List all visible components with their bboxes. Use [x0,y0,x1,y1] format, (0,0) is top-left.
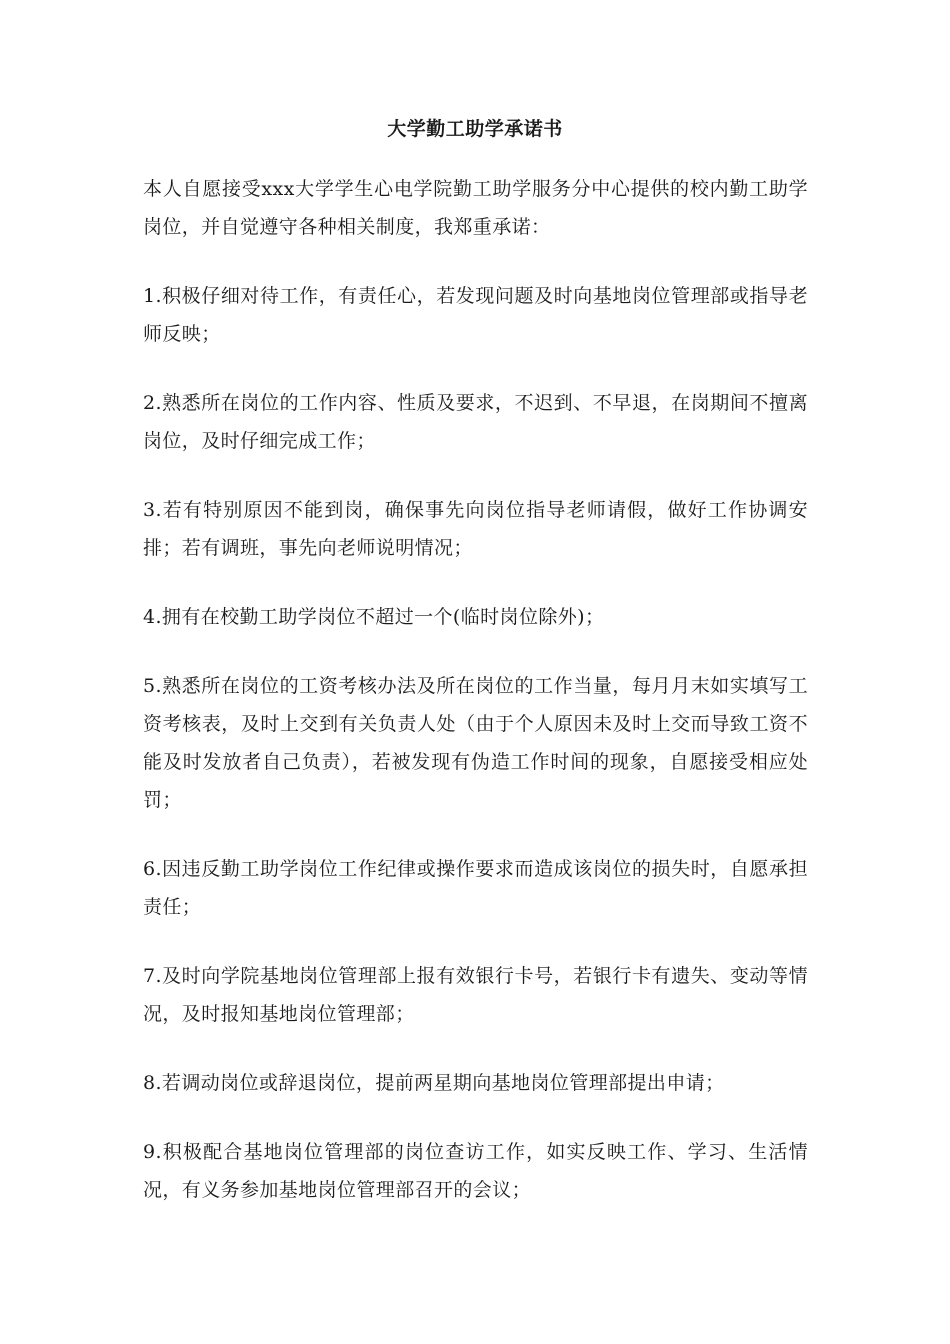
pledge-item-9: 9.积极配合基地岗位管理部的岗位查访工作，如实反映工作、学习、生活情况，有义务参加基地岗位管理部召开的会议； [143,1141,808,1201]
intro-paragraph: 本人自愿接受xxx大学学生心电学院勤工助学服务分中心提供的校内勤工助学岗位，并自觉遵守各种相关制度，我郑重承诺： [143,178,808,238]
pledge-item-4: 4.拥有在校勤工助学岗位不超过一个(临时岗位除外)； [143,606,605,628]
pledge-item-2: 2.熟悉所在岗位的工作内容、性质及要求，不迟到、不早退，在岗期间不擅离岗位，及时仔细完成工作； [143,392,808,452]
pledge-item-3: 3.若有特别原因不能到岗，确保事先向岗位指导老师请假，做好工作协调安排；若有调班，事先向老师说明情况； [143,499,808,559]
pledge-item-8: 8.若调动岗位或辞退岗位，提前两星期向基地岗位管理部提出申请； [143,1072,725,1094]
pledge-item-5: 5.熟悉所在岗位的工资考核办法及所在岗位的工作当量，每月月末如实填写工资考核表，及时上交到有关负责人处（由于个人原因未及时上交而导致工资不能及时发放者自己负责），若被发现有伪造工作时间的现象，自愿接受相应处罚； [143,675,808,811]
document-title: 大学勤工助学承诺书 [387,118,563,140]
pledge-item-6: 6.因违反勤工助学岗位工作纪律或操作要求而造成该岗位的损失时，自愿承担责任； [143,858,808,918]
pledge-item-7: 7.及时向学院基地岗位管理部上报有效银行卡号，若银行卡有遗失、变动等情况，及时报知基地岗位管理部； [143,965,808,1025]
document-body [143,170,808,1240]
pledge-item-1: 1.积极仔细对待工作，有责任心，若发现问题及时向基地岗位管理部或指导老师反映； [143,285,808,345]
